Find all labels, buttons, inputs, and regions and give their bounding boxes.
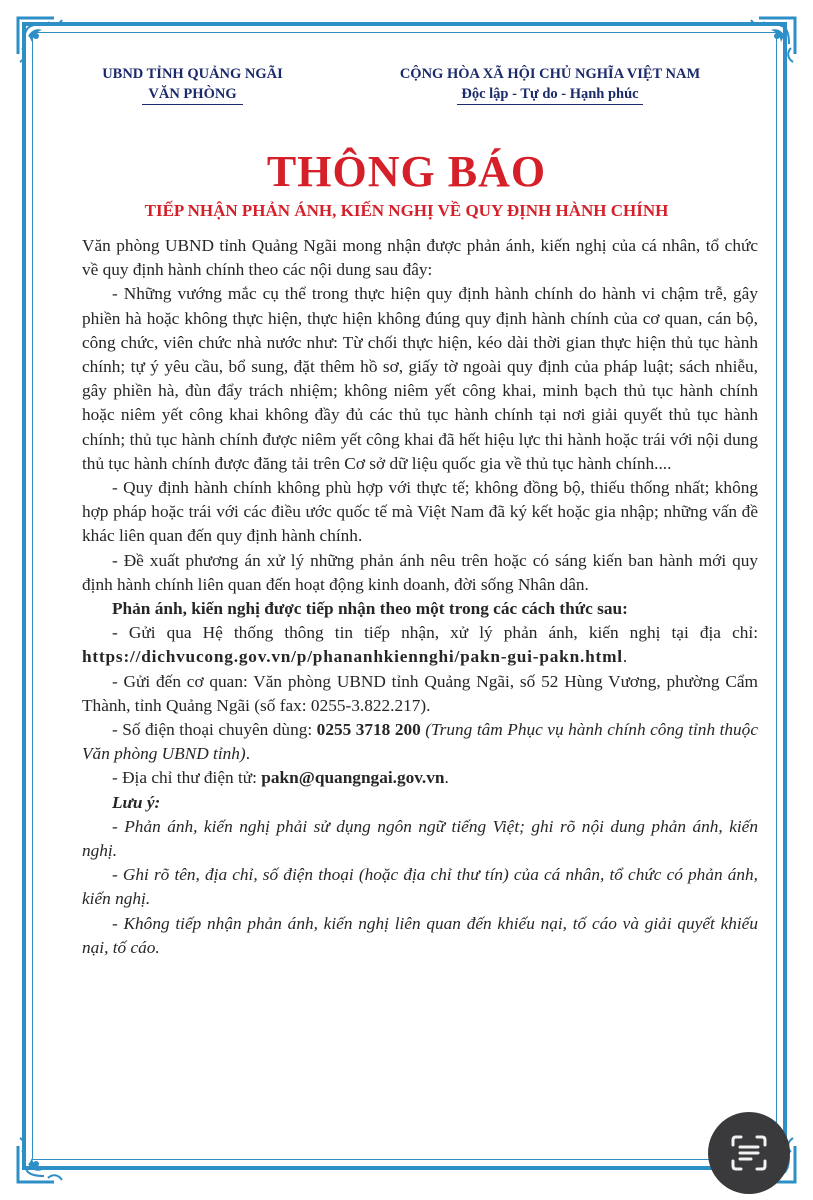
channel-email xyxy=(82,766,758,790)
note-item: - Ghi rõ tên, địa chỉ, số điện thoại (hoặc địa chỉ thư tín) của cá nhân, tổ chức có phản ánh, kiến nghị. xyxy=(82,865,758,909)
list-item: - Đề xuất phương án xử lý những phản ánh nêu trên hoặc có sáng kiến ban hành mới quy định hành chính liên quan đến hoạt động kinh doanh, đời sống Nhân dân. xyxy=(82,550,758,594)
channel-phone-text: - Số điện thoại chuyên dùng: xyxy=(112,720,317,740)
channel-online-text: - Gửi qua Hệ thống thông tin tiếp nhận, xử lý phản ánh, kiến nghị tại địa chỉ: xyxy=(112,623,758,643)
national-motto: Độc lập - Tự do - Hạnh phúc xyxy=(457,84,642,105)
channel-mail: - Gửi đến cơ quan: Văn phòng UBND tỉnh Quảng Ngãi, số 52 Hùng Vương, phường Cẩm Thành, tỉnh Quảng Ngãi (số fax: 0255-3.822.217). xyxy=(82,671,758,715)
corner-ornament-icon xyxy=(743,14,799,70)
intro-paragraph: Văn phòng UBND tỉnh Quảng Ngãi mong nhận được phản ánh, kiến nghị của cá nhân, tổ chức về quy định hành chính theo các nội dung sau đây: xyxy=(82,236,758,280)
country-name: CỘNG HÒA XÃ HỘI CHỦ NGHĨA VIỆT NAM xyxy=(399,66,701,82)
note-item: - Không tiếp nhận phản ánh, kiến nghị liên quan đến khiếu nại, tố cáo và giải quyết khiếu nại, tố cáo. xyxy=(82,913,758,957)
list-item: - Những vướng mắc cụ thể trong thực hiện quy định hành chính do hành vi chậm trễ, gây phiền hà hoặc không thực hiện, thực hiện không đúng quy định hành chính của cơ quan, cán bộ, công chức, viên chức nhà nước như: Từ chối thực hiện, kéo dài thời gian thực hiện thủ tục hành chính; tự ý yêu cầu, bổ sung, đặt thêm hồ sơ, giấy tờ ngoài quy định của pháp luật; sách nhiễu, gây phiền hà, đùn đẩy trách nhiệm; không niêm yết công khai, minh bạch thủ tục hành chính hoặc niêm yết công khai không đầy đủ các thủ tục hành chính tại nơi giải quyết thủ tục hành chính; thủ tục hành chính được niêm yết công khai đã hết hiệu lực thi hành hoặc trái với nội dung thủ tục hành chính được đăng tải trên Cơ sở dữ liệu quốc gia về thủ tục hành chính.... xyxy=(82,284,758,473)
email-link[interactable]: pakn@quangngai.gov.vn xyxy=(261,768,445,788)
note-item: - Phản ánh, kiến nghị phải sử dụng ngôn ngữ tiếng Việt; ghi rõ nội dung phản ánh, kiến nghị. xyxy=(82,816,758,861)
text-scan-icon xyxy=(727,1131,771,1175)
corner-ornament-icon xyxy=(14,1130,70,1186)
text-scan-button[interactable] xyxy=(708,1112,790,1194)
corner-ornament-icon xyxy=(14,14,70,70)
issuer-name: UBND TỈNH QUẢNG NGÃI xyxy=(102,66,283,82)
channels-heading: Phản ánh, kiến nghị được tiếp nhận theo một trong các cách thức sau: xyxy=(112,599,628,619)
channel-phone xyxy=(82,718,758,766)
pakn-url-link[interactable]: https://dichvucong.gov.vn/p/phananhkiennghi/pakn-gui-pakn.html xyxy=(82,647,623,667)
notice-title: THÔNG BÁO xyxy=(266,147,547,196)
issuer-block xyxy=(60,64,325,105)
issuer-department: VĂN PHÒNG xyxy=(142,84,242,105)
hotline-number[interactable]: 0255 3718 200 xyxy=(316,720,421,740)
notice-subtitle: TIẾP NHẬN PHẢN ÁNH, KIẾN NGHỊ VỀ QUY ĐỊNH HÀNH CHÍNH xyxy=(144,201,669,220)
list-item: - Quy định hành chính không phù hợp với thực tế; không đồng bộ, thiếu thống nhất; không hợp pháp hoặc trái với các điều ước quốc tế mà Việt Nam đã ký kết hoặc gia nhập; những vấn đề khác liên quan đến quy định hành chính. xyxy=(82,478,758,546)
channel-phone-suffix: . xyxy=(245,744,251,764)
notice-body xyxy=(82,234,758,960)
channel-email-text: - Địa chỉ thư điện tử: xyxy=(112,768,262,788)
channel-email-suffix: . xyxy=(444,768,449,788)
channel-online xyxy=(82,621,758,669)
note-heading: Lưu ý: xyxy=(112,792,161,812)
national-motto-block xyxy=(340,64,760,105)
channel-online-suffix: . xyxy=(622,647,628,667)
document-header xyxy=(0,64,813,112)
hotline-note: (Trung tâm Phục vụ hành chính công tỉnh thuộc Văn phòng UBND tỉnh) xyxy=(82,720,758,764)
